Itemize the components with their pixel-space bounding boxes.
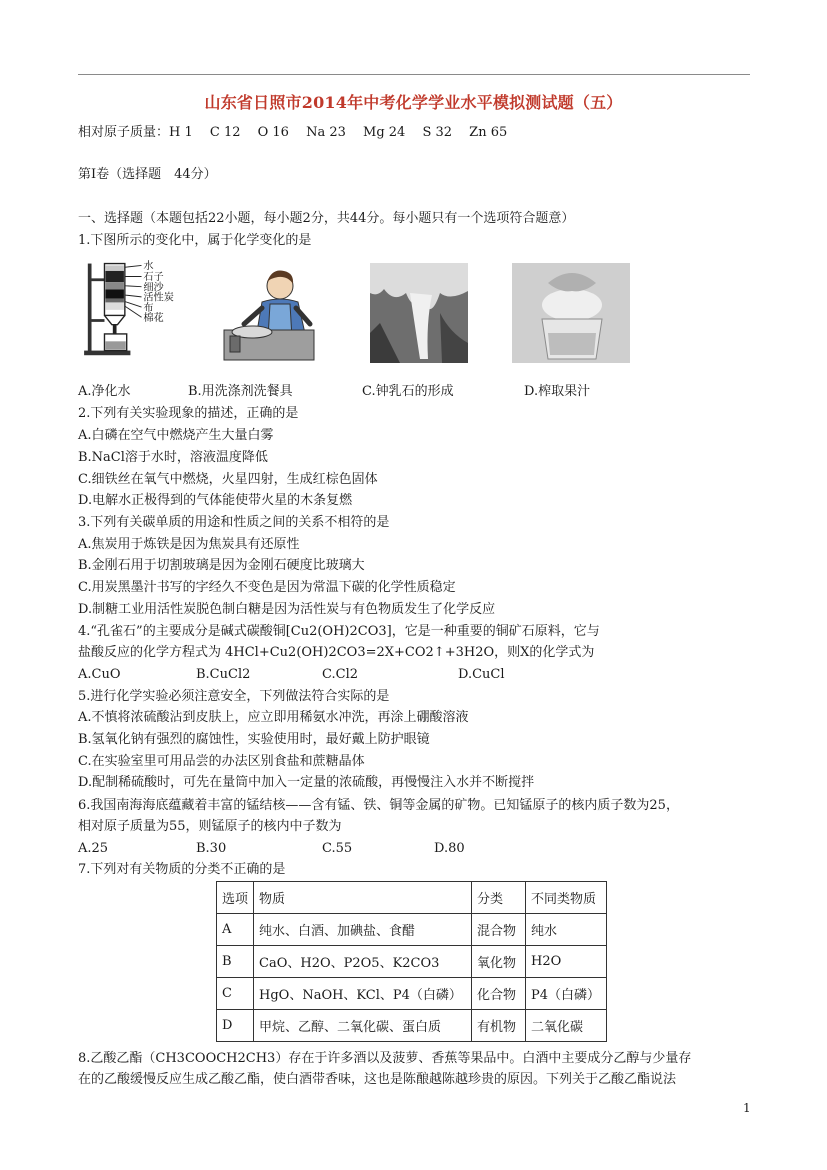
table-cell: 甲烷、乙醇、二氧化碳、蛋白质 — [254, 1010, 472, 1042]
juicer-photo — [512, 263, 630, 363]
table-cell: 化合物 — [472, 978, 526, 1010]
q1-option-a: A.净化水 — [78, 384, 131, 399]
table-cell: 氧化物 — [472, 946, 526, 978]
table-cell: 纯水、白酒、加碘盐、食醋 — [254, 914, 472, 946]
q2-option-c: C.细铁丝在氧气中燃烧，火星四射，生成红棕色固体 — [78, 472, 378, 487]
q3-option-d: D.制糖工业用活性炭脱色制白糖是因为活性炭与有色物质发生了化学反应 — [78, 602, 496, 617]
table-row — [217, 914, 607, 946]
classification-table — [216, 881, 607, 1042]
figure-label-cotton: 棉花 — [143, 312, 164, 324]
table-cell: P4（白磷） — [526, 978, 607, 1010]
question-7-stem: 7.下列对有关物质的分类不正确的是 — [78, 862, 286, 877]
atomic-masses: 相对原子质量：H 1 C 12 O 16 Na 23 Mg 24 S 32 Zn 65 — [78, 125, 508, 140]
table-cell: C — [217, 978, 254, 1010]
section-heading: 一、选择题（本题包括22小题，每小题2分，共44分。每小题只有一个选项符合题意） — [78, 211, 575, 226]
q1-option-c: C.钟乳石的形成 — [362, 384, 454, 399]
q6-option-d: D.80 — [434, 841, 465, 856]
table-cell: 二氧化碳 — [526, 1010, 607, 1042]
figure-label-water: 水 — [143, 261, 154, 273]
question-4-options — [78, 666, 505, 684]
question-6-options — [78, 840, 465, 858]
figure-label-stones: 石子 — [143, 272, 164, 284]
q6-option-b: B.30 — [196, 841, 227, 856]
q4-option-c: C.Cl2 — [322, 667, 358, 682]
part-heading: 第Ⅰ卷（选择题 44分） — [78, 167, 217, 182]
q5-option-d: D.配制稀硫酸时，可先在量筒中加入一定量的浓硫酸，再慢慢注入水并不断搅拌 — [78, 775, 535, 790]
figure-label-charcoal: 活性炭 — [143, 292, 174, 304]
q4-option-b: B.CuCl2 — [196, 667, 251, 682]
table-header-row — [217, 882, 607, 914]
q2-option-d: D.电解水正极得到的气体能使带火星的木条复燃 — [78, 493, 353, 508]
table-cell: D — [217, 1010, 254, 1042]
question-8-line-2: 在的乙酸缓慢反应生成乙酸乙酯，使白酒带香味，这也是陈酿越陈越珍贵的原因。下列关于乙酸乙酯说法 — [78, 1072, 677, 1087]
table-cell: A — [217, 914, 254, 946]
table-header-cell: 不同类物质 — [526, 882, 607, 914]
q3-option-a: A.焦炭用于炼铁是因为焦炭具有还原性 — [78, 537, 300, 552]
page-number: 1 — [743, 1101, 751, 1115]
figure-label-sand: 细沙 — [143, 282, 164, 294]
header-rule — [78, 74, 750, 75]
q5-option-c: C.在实验室里可用品尝的办法区别食盐和蔗糖晶体 — [78, 754, 365, 769]
q2-option-b: B.NaCl溶于水时，溶液温度降低 — [78, 450, 268, 465]
question-4-stem-line-2: 盐酸反应的化学方程式为 4HCl+Cu2(OH)2CO3=2X+CO2↑+3H2O，则X的化学式为 — [78, 645, 595, 660]
question-3-stem: 3.下列有关碳单质的用途和性质之间的关系不相符的是 — [78, 515, 390, 530]
stalactite-photo — [370, 263, 468, 363]
table-cell: H2O — [526, 946, 607, 978]
q1-option-d: D.榨取果汁 — [524, 384, 591, 399]
question-5-stem: 5.进行化学实验必须注意安全，下列做法符合实际的是 — [78, 689, 390, 704]
question-6-stem-line-2: 相对原子质量为55，则锰原子的核内中子数为 — [78, 819, 342, 834]
question-2-stem: 2.下列有关实验现象的描述，正确的是 — [78, 406, 299, 421]
table-row — [217, 946, 607, 978]
question-4-stem-line-1: 4.“孔雀石”的主要成分是碱式碳酸铜[Cu2(OH)2CO3]，它是一种重要的铜矿石原料，它与 — [78, 624, 600, 639]
exam-title: 山东省日照市2014年中考化学学业水平模拟测试题（五） — [204, 93, 623, 112]
table-row — [217, 1010, 607, 1042]
figure-label-cloth: 布 — [143, 302, 154, 314]
q3-option-b: B.金刚石用于切割玻璃是因为金刚石硬度比玻璃大 — [78, 558, 365, 573]
question-8-line-1: 8.乙酸乙酯（CH3COOCH2CH3）存在于许多酒以及菠萝、香蕉等果品中。白酒中主要成分乙醇与少量存 — [78, 1051, 692, 1066]
table-cell: 纯水 — [526, 914, 607, 946]
dishwashing-figure — [222, 262, 332, 362]
table-cell: 混合物 — [472, 914, 526, 946]
table-cell: B — [217, 946, 254, 978]
table-header-cell: 选项 — [217, 882, 254, 914]
table-cell: CaO、H2O、P2O5、K2CO3 — [254, 946, 472, 978]
q6-option-c: C.55 — [322, 841, 353, 856]
table-header-cell: 物质 — [254, 882, 472, 914]
question-1-options — [78, 383, 590, 401]
q5-option-b: B.氢氧化钠有强烈的腐蚀性，实验使用时，最好戴上防护眼镜 — [78, 732, 430, 747]
q5-option-a: A.不慎将浓硫酸沾到皮肤上，应立即用稀氨水冲洗，再涂上硼酸溶液 — [78, 710, 469, 725]
q3-option-c: C.用炭黑墨汁书写的字经久不变色是因为常温下碳的化学性质稳定 — [78, 580, 456, 595]
q4-option-d: D.CuCl — [458, 667, 505, 682]
q2-option-a: A.白磷在空气中燃烧产生大量白雾 — [78, 428, 274, 443]
table-cell: HgO、NaOH、KCl、P4（白磷） — [254, 978, 472, 1010]
question-1-stem: 1.下图所示的变化中，属于化学变化的是 — [78, 233, 312, 248]
q6-option-a: A.25 — [78, 841, 109, 856]
table-row — [217, 978, 607, 1010]
water-filter-figure — [78, 258, 193, 358]
question-6-stem-line-1: 6.我国南海海底蕴藏着丰富的锰结核——含有锰、铁、铜等金属的矿物。已知锰原子的核内质子数为25， — [78, 798, 679, 813]
table-cell: 有机物 — [472, 1010, 526, 1042]
q1-option-b: B.用洗涤剂洗餐具 — [188, 384, 293, 399]
q4-option-a: A.CuO — [78, 667, 121, 682]
table-header-cell: 分类 — [472, 882, 526, 914]
